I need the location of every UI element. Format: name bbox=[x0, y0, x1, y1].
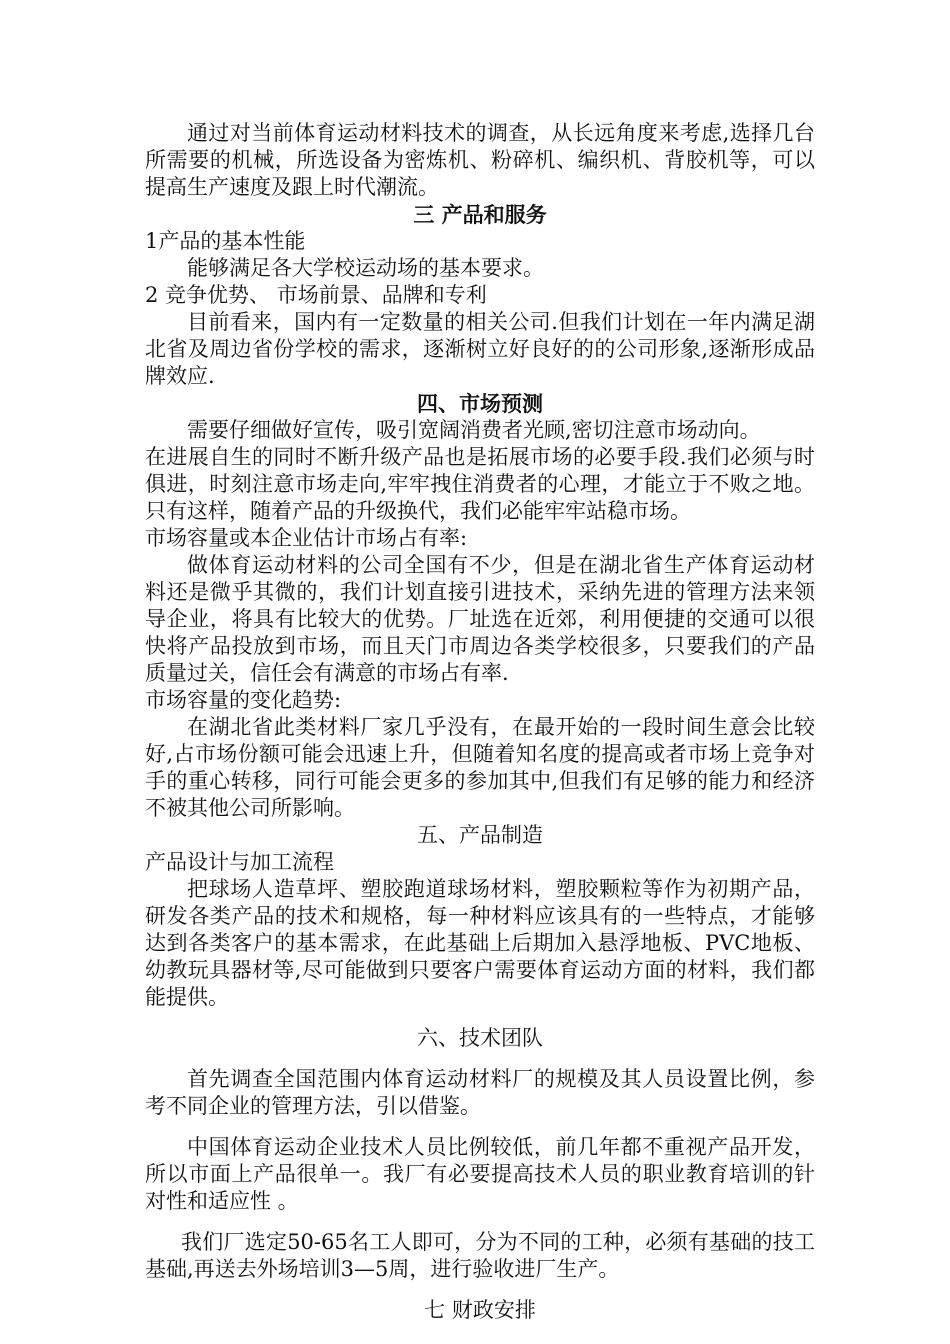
section-6-paragraph-2: 中国体育运动企业技术人员比例较低，前几年都不重视产品开发，所以市面上产品很单一。我厂有必要提高技术人员的职业教育培训的针对性和适应性 。 bbox=[145, 1135, 815, 1213]
section-5-title: 五、产品制造 bbox=[417, 823, 543, 847]
section-3-paragraph-1: 能够满足各大学校运动场的基本要求。 bbox=[187, 256, 544, 280]
section-6-title: 六、技术团队 bbox=[417, 1026, 543, 1050]
section-4-paragraph-2: 做体育运动材料的公司全国有不少，但是在湖北省生产体育运动材料还是微乎其微的，我们计划直接引进技术，采纳先进的管理方法来领导企业，将具有比较大的优势。厂址选在近郊，利用便捷的交通可以很快将产品投放到市场，而且天门市周边各类学校很多，只要我们的产品质量过关，信任会有满意的市场占有率. bbox=[145, 553, 815, 685]
section-6-paragraph-3: 我们厂选定50-65名工人即可，分为不同的工种，必须有基础的技工基础,再送去外场培训3—5周，进行验收进厂生产。 bbox=[145, 1230, 815, 1281]
section-7-title: 七 财政安排 bbox=[424, 1298, 536, 1322]
section-3-subheading-1: 1产品的基本性能 bbox=[145, 229, 306, 253]
section-4-subheading-2: 市场容量的变化趋势: bbox=[145, 688, 342, 712]
intro-paragraph: 通过对当前体育运动材料技术的调查，从长远角度来考虑,选择几台所需要的机械，所选设备为密炼机、粉碎机、编织机、背胶机等，可以提高生产速度及跟上时代潮流。 bbox=[145, 121, 815, 199]
section-3-paragraph-2: 目前看来，国内有一定数量的相关公司.但我们计划在一年内满足湖北省及周边省份学校的需求，逐渐树立好良好的的公司形象,逐渐形成品牌效应. bbox=[145, 310, 815, 388]
section-4-paragraph-1b: 在进展自生的同时不断升级产品也是拓展市场的必要手段.我们必须与时俱进，时刻注意市场走向,牢牢拽住消费者的心理，才能立于不败之地。只有这样，随着产品的升级换代，我们必能牢牢站稳市场。 bbox=[145, 445, 815, 523]
section-4-paragraph-1: 需要仔细做好宣传，吸引宽阔消费者光顾,密切注意市场动向。 bbox=[187, 418, 761, 442]
section-6-paragraph-1: 首先调查全国范围内体育运动材料厂的规模及其人员设置比例，参考不同企业的管理方法，引以借鉴。 bbox=[145, 1067, 815, 1118]
section-3-subheading-2: 2 竞争优势、 市场前景、品牌和专利 bbox=[145, 283, 487, 307]
document-page bbox=[145, 120, 815, 1324]
section-4-paragraph-3: 在湖北省此类材料厂家几乎没有，在最开始的一段时间生意会比较好,占市场份额可能会迅速上升，但随着知名度的提高或者市场上竞争对手的重心转移，同行可能会更多的参加其中,但我们有足够的能力和经济不被其他公司所影响。 bbox=[145, 715, 815, 820]
section-4-subheading-1: 市场容量或本企业估计市场占有率: bbox=[145, 526, 468, 550]
section-4-title: 四、市场预测 bbox=[417, 391, 543, 416]
section-5-paragraph-1: 把球场人造草坪、塑胶跑道球场材料，塑胶颗粒等作为初期产品，研发各类产品的技术和规格，每一种材料应该具有的一些特点，才能够达到各类客户的基本需求，在此基础上后期加入悬浮地板、PVC地板、幼教玩具器材等,尽可能做到只要客户需要体育运动方面的材料，我们都能提供。 bbox=[145, 877, 815, 1009]
section-5-subheading-1: 产品设计与加工流程 bbox=[145, 850, 334, 874]
section-3-title: 三 产品和服务 bbox=[413, 202, 547, 227]
